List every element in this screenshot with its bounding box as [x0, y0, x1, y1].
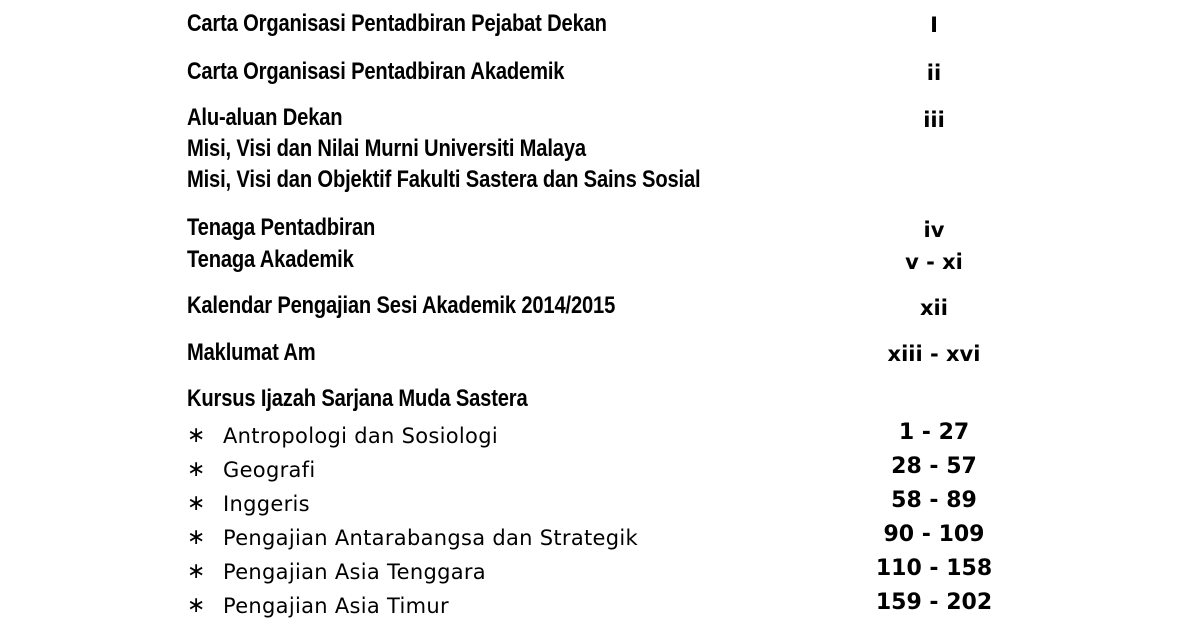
toc-sub-entry-page: 28 - 57	[891, 454, 977, 479]
toc-sub-entry-page: 58 - 89	[891, 488, 977, 513]
bullet-icon: ∗	[187, 423, 206, 448]
bullet-icon: ∗	[187, 559, 206, 584]
toc-sub-entry-page: 110 - 158	[875, 556, 993, 581]
toc-entry-page: iii	[923, 108, 945, 132]
toc-sub-entry-title: Pengajian Antarabangsa dan Strategik	[223, 526, 638, 550]
toc-sub-entry-title: Pengajian Asia Timur	[223, 594, 449, 618]
toc-entry-title: Misi, Visi dan Nilai Murni Universiti Malaya	[187, 135, 586, 162]
toc-entry-page: v - xi	[905, 250, 963, 274]
bullet-icon: ∗	[187, 525, 206, 550]
toc-entry-page: I	[930, 13, 938, 37]
toc-sub-entry-page: 1 - 27	[898, 420, 970, 445]
bullet-icon: ∗	[187, 593, 206, 618]
toc-entry-title: Alu-aluan Dekan	[187, 104, 343, 131]
toc-sub-entry-title: Antropologi dan Sosiologi	[223, 424, 498, 448]
toc-entry-title: Carta Organisasi Pentadbiran Akademik	[187, 58, 565, 85]
toc-entry-title: Tenaga Pentadbiran	[187, 214, 376, 241]
toc-entry-title: Maklumat Am	[187, 339, 316, 366]
bullet-icon: ∗	[187, 491, 206, 516]
toc-entry-page: ii	[926, 61, 942, 85]
toc-entry-title: Carta Organisasi Pentadbiran Pejabat Dekan	[187, 10, 607, 37]
toc-sub-entry-title: Geografi	[223, 458, 316, 482]
toc-sub-entry-title: Pengajian Asia Tenggara	[223, 560, 486, 584]
toc-section-title: Kursus Ijazah Sarjana Muda Sastera	[187, 385, 528, 412]
toc-sub-entry-title: Inggeris	[223, 492, 310, 516]
toc-entry-page: iv	[923, 218, 945, 242]
toc-entry-page: xii	[920, 296, 948, 320]
toc-sub-entry-page: 159 - 202	[875, 590, 993, 615]
toc-entry-title: Tenaga Akademik	[187, 246, 354, 273]
toc-entry-title: Misi, Visi dan Objektif Fakulti Sastera dan Sains Sosial	[187, 166, 701, 193]
toc-entry-page: xiii - xvi	[887, 342, 981, 366]
toc-entry-title: Kalendar Pengajian Sesi Akademik 2014/2015	[187, 292, 616, 319]
toc-sub-entry-page: 90 - 109	[883, 522, 985, 547]
bullet-icon: ∗	[187, 457, 206, 482]
